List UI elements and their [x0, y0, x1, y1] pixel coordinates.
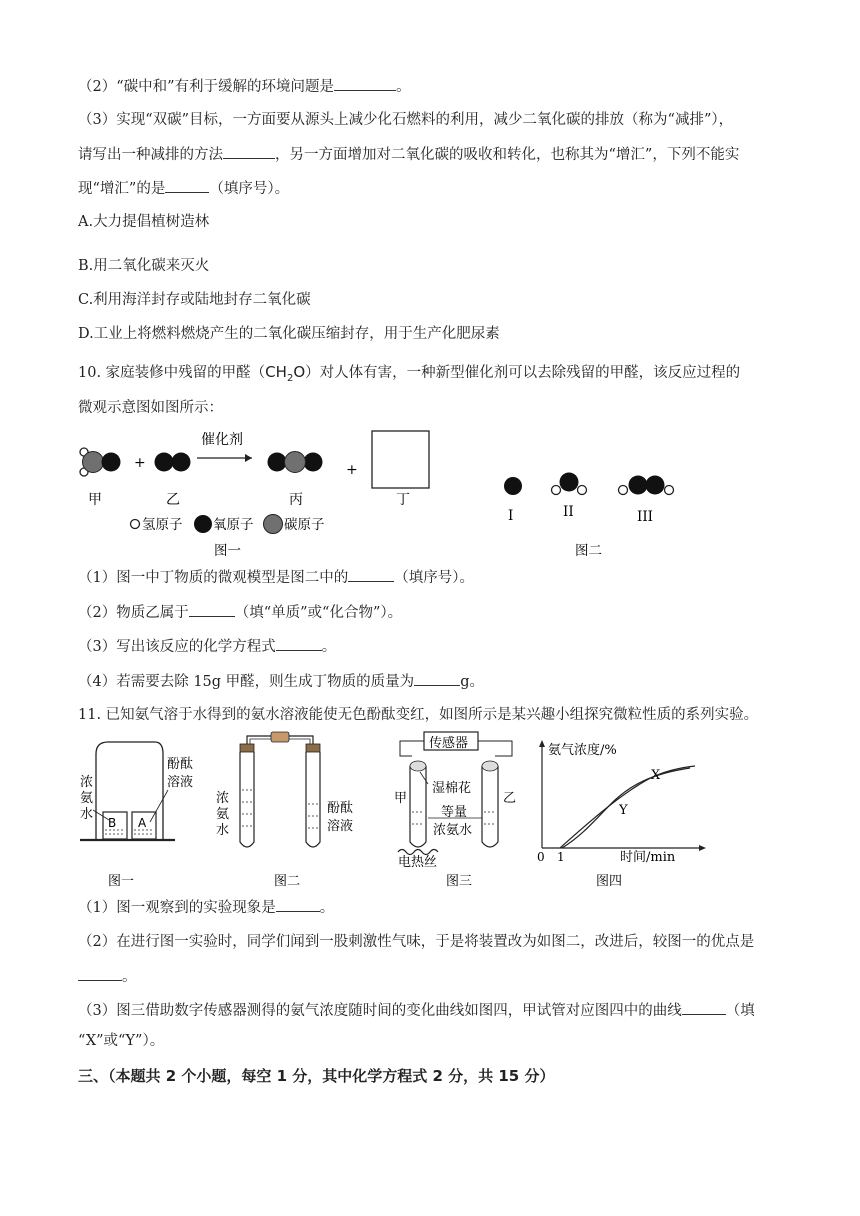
equal-label-1: 等量 — [441, 805, 468, 820]
heater-label: 电热丝 — [398, 855, 438, 870]
formula-sub: 2 — [286, 373, 294, 384]
fig1-phenol-2: 溶液 — [167, 775, 194, 790]
q10-part2-text: （2）物质乙属于 — [78, 605, 189, 621]
figure2-caption: 图二 — [575, 543, 602, 559]
formula-o: O — [293, 363, 306, 381]
q10-part4 — [78, 671, 484, 692]
q11-part1 — [78, 897, 334, 918]
figure2-u-tubes — [240, 732, 320, 847]
q10-part1 — [78, 567, 474, 588]
curve-y-label: Y — [619, 803, 628, 818]
q11-figure1-caption: 图一 — [108, 874, 135, 889]
q9-option-c: C.利用海洋封存或陆地封存二氧化碳 — [78, 292, 311, 308]
beaker-a-label: A — [138, 816, 147, 830]
q9-option-b: B.用二氧化碳来灭火 — [78, 258, 210, 274]
q11-figure2-caption: 图二 — [274, 874, 301, 889]
model-ii — [552, 473, 587, 495]
fig1-ammonia-3: 水 — [80, 807, 94, 822]
hydrogen-icon — [131, 520, 140, 529]
q9-part3-text4: （填序号）。 — [209, 181, 290, 197]
answer-blank[interactable] — [78, 966, 122, 981]
q10-part2-end: （填“单质”或“化合物”）。 — [234, 605, 403, 621]
fig2-ammonia-2: 氨 — [216, 807, 230, 822]
q11-stem: 11. 已知氨气溶于水得到的氨水溶液能使无色酚酞变红，如图所示是某兴趣小组探究微粒性质的系列实验。 — [78, 707, 759, 723]
legend-hydrogen: 氢原子 — [142, 517, 183, 533]
beaker-b-label: B — [108, 816, 117, 830]
fig1-ammonia-2: 氨 — [80, 791, 94, 806]
y-axis-arrow-icon — [539, 740, 545, 747]
section-heading: 三、（本题共 2 个小题，每空 1 分，其中化学方程式 2 分，共 15 分） — [78, 1067, 555, 1085]
q9-part2 — [78, 76, 411, 97]
answer-blank[interactable] — [189, 602, 235, 617]
model-iii — [619, 476, 674, 495]
q9-part2-end: 。 — [396, 79, 411, 95]
q10-part4-end: g。 — [460, 674, 484, 690]
label-bing: 丙 — [289, 492, 303, 508]
q11-part1-end: 。 — [319, 900, 335, 916]
q10-part1-text: （1）图一中丁物质的微观模型是图二中的 — [78, 570, 349, 586]
q9-part3-line2 — [78, 144, 739, 165]
q10-part2 — [78, 602, 402, 623]
legend-carbon: 碳原子 — [284, 517, 325, 533]
q10-stem-a: 10. 家庭装修中残留的甲醛（ — [78, 365, 266, 381]
answer-blank[interactable] — [334, 76, 396, 91]
q9-part2-text: （2）“碳中和”有利于缓解的环境问题是 — [78, 79, 335, 95]
q11-figure3-caption: 图三 — [446, 874, 473, 889]
q11-part3-text2: （填 — [725, 1003, 755, 1019]
fig2-phenol-1: 酚酞 — [327, 801, 354, 816]
label-model-iii: III — [637, 509, 653, 525]
formula — [265, 363, 306, 384]
legend-oxygen: 氧原子 — [213, 517, 254, 533]
q11-part2-line1: （2）在进行图一实验时，同学们闻到一股刺激性气味，于是将装置改为如图二，改进后，较图一的优点是 — [78, 934, 755, 950]
chart-tick-1: 1 — [557, 850, 565, 864]
label-yi: 乙 — [166, 492, 180, 508]
q9-option-d: D.工业上将燃料燃烧产生的二氧化碳压缩封存，用于生产化肥尿素 — [78, 326, 500, 342]
fig1-phenol-1: 酚酞 — [167, 757, 194, 772]
answer-blank[interactable] — [276, 636, 322, 651]
unknown-box — [372, 431, 429, 488]
q11-part3-line2: “X”或“Y”）。 — [78, 1033, 165, 1049]
figure1-caption: 图一 — [214, 543, 241, 559]
label-model-i: I — [508, 508, 514, 524]
q11-part3-line1 — [78, 1000, 755, 1021]
molecule-yi — [155, 453, 191, 472]
q10-stem — [78, 362, 740, 389]
q11-part2-line2 — [78, 966, 137, 987]
q11-part1-text: （1）图一观察到的实验现象是 — [78, 900, 276, 916]
figure1-bell-jar — [80, 742, 175, 840]
wet-cotton-label: 湿棉花 — [432, 781, 472, 796]
q10-part3-text: （3）写出该反应的化学方程式 — [78, 639, 276, 655]
model-i — [504, 477, 522, 495]
equal-label-2: 浓氨水 — [433, 823, 473, 838]
q10-stem-b: ）对人体有害，一种新型催化剂可以去除残留的甲醛，该反应过程的 — [305, 365, 741, 381]
oxygen-icon — [194, 515, 212, 533]
q11-part3-text: （3）图三借助数字传感器测得的氨气浓度随时间的变化曲线如图四，甲试管对应图四中的曲线 — [78, 1003, 682, 1019]
chart-origin: 0 — [537, 850, 545, 864]
fig2-ammonia-1: 浓 — [216, 791, 230, 806]
q10-part3 — [78, 636, 336, 657]
q10-part1-end: （填序号）。 — [394, 570, 474, 586]
tube-jia-label: 甲 — [394, 791, 408, 806]
chart-xlabel: 时间/min — [620, 850, 676, 865]
plus-sign: + — [134, 455, 146, 471]
q9-part3-line3 — [78, 178, 289, 199]
answer-blank[interactable] — [682, 1000, 726, 1015]
q10-part4-text: （4）若需要去除 15g 甲醛，则生成丁物质的质量为 — [78, 674, 415, 690]
q9-part3-text2: ，另一方面增加对二氧化碳的吸收和转化，也称其为“增汇”，下列不能实 — [275, 147, 740, 163]
answer-blank[interactable] — [165, 178, 209, 193]
x-axis-arrow-icon — [699, 845, 706, 851]
molecule-jia — [80, 448, 121, 476]
carbon-icon — [264, 515, 283, 534]
q9-part3-line1: （3）实现“双碳”目标，一方面要从源头上减少化石燃料的利用，减少二氧化碳的排放（称为“减排”）， — [78, 112, 734, 128]
answer-blank[interactable] — [414, 671, 460, 686]
chart-ylabel: 氨气浓度/% — [548, 743, 617, 758]
q9-part3-text3: 现“增汇”的是 — [78, 181, 166, 197]
catalyst-label: 催化剂 — [201, 432, 243, 448]
answer-blank[interactable] — [276, 897, 320, 912]
fig1-ammonia-1: 浓 — [80, 775, 94, 790]
q10-stem-line2: 微观示意图如图所示： — [78, 400, 223, 416]
fig2-ammonia-3: 水 — [216, 823, 230, 838]
plus-sign: + — [346, 462, 358, 478]
q10-figure — [0, 422, 860, 572]
tube-yi-label: 乙 — [503, 791, 517, 806]
fig2-phenol-2: 溶液 — [327, 819, 354, 834]
q11-figure4-caption: 图四 — [596, 874, 623, 889]
q11-figures — [0, 730, 860, 890]
q9-part3-text: 请写出一种减排的方法 — [78, 147, 223, 163]
q11-part2-end: 。 — [122, 969, 137, 985]
answer-blank[interactable] — [348, 567, 394, 582]
formula-ch: CH — [265, 363, 287, 381]
q10-part3-end: 。 — [321, 639, 337, 655]
answer-blank[interactable] — [223, 144, 275, 159]
label-model-ii: II — [563, 504, 574, 520]
label-jia: 甲 — [88, 492, 102, 508]
q9-option-a: A.大力提倡植树造林 — [78, 214, 210, 230]
label-ding: 丁 — [396, 492, 410, 508]
sensor-label: 传感器 — [429, 736, 469, 751]
molecule-bing — [268, 452, 323, 473]
curve-x-label: X — [651, 768, 661, 783]
arrow-head-icon — [245, 454, 252, 462]
